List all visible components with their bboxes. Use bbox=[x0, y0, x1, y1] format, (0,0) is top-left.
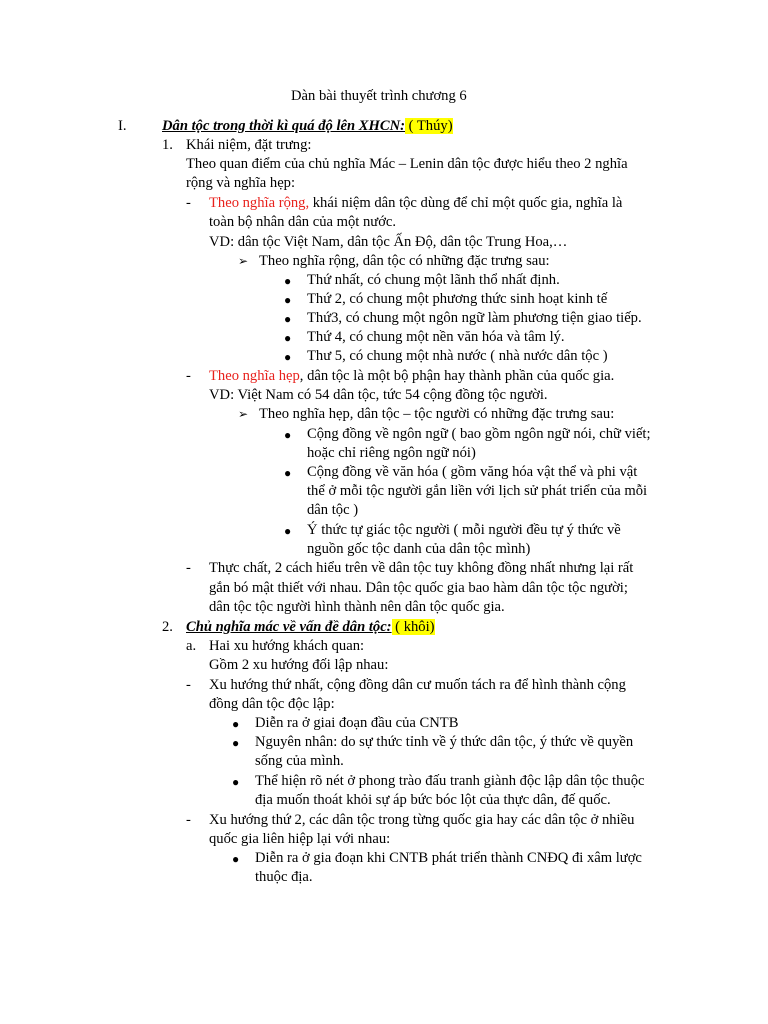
presenter-tag: ( Thúy) bbox=[405, 118, 453, 134]
bullet-text: Nguyên nhân: do sự thức tỉnh về ý thức dân tộc, ý thức về quyền bbox=[255, 734, 634, 750]
bullet-text: Cộng đồng về ngôn ngữ ( bao gồm ngôn ngữ nói, chữ viết; bbox=[307, 426, 651, 442]
bullet-icon: ● bbox=[284, 524, 292, 538]
dash-marker: - bbox=[186, 560, 191, 576]
bullet-icon: ● bbox=[232, 775, 240, 789]
bullet-text: hoặc chỉ riêng ngôn ngữ nói) bbox=[307, 445, 476, 461]
subheading-line: Theo nghĩa hẹp, dân tộc – tộc người có những đặc trưng sau: bbox=[259, 406, 615, 422]
example-line: VD: Việt Nam có 54 dân tộc, tức 54 cộng đồng tộc người. bbox=[209, 387, 548, 403]
bullet-icon: ● bbox=[284, 350, 292, 364]
bullet-text: Thứ nhất, có chung một lãnh thổ nhất định. bbox=[307, 272, 560, 288]
paragraph-line bbox=[209, 194, 622, 213]
bullet-icon: ● bbox=[284, 331, 292, 345]
section-number: I. bbox=[118, 118, 127, 134]
paragraph-line: Thực chất, 2 cách hiểu trên về dân tộc tuy không đồng nhất nhưng lại rất bbox=[209, 560, 634, 576]
letter-marker: a. bbox=[186, 638, 197, 654]
dash-marker: - bbox=[186, 368, 191, 384]
item-heading: Khái niệm, đặt trưng: bbox=[186, 137, 312, 153]
arrow-bullet-icon: ➢ bbox=[238, 407, 249, 421]
bullet-text: địa muốn thoát khỏi sự áp bức bóc lột của thực dân, đế quốc. bbox=[255, 792, 611, 808]
item-heading: Chủ nghĩa mác về vấn đề dân tộc: bbox=[186, 619, 392, 635]
bullet-icon: ● bbox=[232, 717, 240, 731]
bullet-icon: ● bbox=[284, 428, 292, 442]
item-number: 1. bbox=[162, 137, 173, 153]
bullet-text: Thứ 2, có chung một phương thức sinh hoạt kinh tế bbox=[307, 291, 608, 307]
item-heading-line bbox=[186, 618, 435, 637]
presenter-tag: ( khôi) bbox=[391, 619, 435, 635]
bullet-text: Thư 5, có chung một nhà nước ( nhà nước dân tộc ) bbox=[307, 348, 608, 364]
bullet-text: thể ở mỗi tộc người gắn liền với lịch sử phát triển của mỗi bbox=[307, 483, 648, 499]
arrow-bullet-icon: ➢ bbox=[238, 254, 249, 268]
bullet-text: sống của mình. bbox=[255, 753, 344, 769]
bullet-icon: ● bbox=[284, 274, 292, 288]
paragraph-line: Gồm 2 xu hướng đối lập nhau: bbox=[209, 657, 389, 673]
paragraph-line: đồng dân tộc độc lập: bbox=[209, 696, 335, 712]
paragraph-line: dân tộc tộc người hình thành nên dân tộc quốc gia. bbox=[209, 599, 505, 615]
bullet-text: Cộng đồng về văn hóa ( gồm văng hóa vật thể và phi vật bbox=[307, 464, 638, 480]
paragraph-line: quốc gia liên hiệp lại với nhau: bbox=[209, 831, 391, 847]
bullet-icon: ● bbox=[232, 736, 240, 750]
bullet-icon: ● bbox=[284, 293, 292, 307]
bullet-text: Thể hiện rõ nét ở phong trào đấu tranh giành độc lập dân tộc thuộc bbox=[255, 773, 645, 789]
paragraph-line: Xu hướng thứ 2, các dân tộc trong từng quốc gia hay các dân tộc ở nhiều bbox=[209, 812, 635, 828]
section-heading: Dân tộc trong thời kì quá độ lên XHCN: bbox=[162, 118, 405, 134]
bullet-text: Thứ 4, có chung một nền văn hóa và tâm lý. bbox=[307, 329, 565, 345]
highlight-term: Theo nghĩa hẹp bbox=[209, 368, 300, 384]
dash-marker: - bbox=[186, 195, 191, 211]
highlight-term: Theo nghĩa rộng, bbox=[209, 195, 310, 211]
bullet-text: nguồn gốc tộc danh của dân tộc mình) bbox=[307, 541, 531, 557]
bullet-text: Thứ3, có chung một ngôn ngữ làm phương tiện giao tiếp. bbox=[307, 310, 642, 326]
paragraph-line: Theo quan điểm của chủ nghĩa Mác – Lenin dân tộc được hiểu theo 2 nghĩa bbox=[186, 156, 628, 172]
dash-marker: - bbox=[186, 677, 191, 693]
document-title: Dàn bài thuyết trình chương 6 bbox=[291, 88, 467, 104]
bullet-text: dân tộc ) bbox=[307, 502, 359, 518]
dash-marker: - bbox=[186, 812, 191, 828]
paragraph-line: Xu hướng thứ nhất, cộng đồng dân cư muốn tách ra để hình thành cộng bbox=[209, 677, 626, 693]
bullet-text: Ý thức tự giác tộc người ( mỗi người đều tự ý thức về bbox=[307, 522, 621, 538]
example-line: VD: dân tộc Việt Nam, dân tộc Ấn Độ, dân tộc Trung Hoa,… bbox=[209, 234, 568, 250]
paragraph-text: khái niệm dân tộc dùng để chỉ một quốc gia, nghĩa là bbox=[309, 195, 623, 211]
subheading-line: Theo nghĩa rộng, dân tộc có những đặc trưng sau: bbox=[259, 253, 550, 269]
bullet-text: Diễn ra ở gia đoạn khi CNTB phát triển thành CNĐQ đi xâm lược bbox=[255, 850, 642, 866]
subitem-heading: Hai xu hướng khách quan: bbox=[209, 638, 365, 654]
bullet-text: thuộc địa. bbox=[255, 869, 313, 885]
paragraph-line: toàn bộ nhân dân của một nước. bbox=[209, 214, 397, 230]
bullet-text: Diễn ra ở giai đoạn đầu của CNTB bbox=[255, 715, 459, 731]
item-number: 2. bbox=[162, 619, 173, 635]
paragraph-line bbox=[209, 367, 614, 386]
bullet-icon: ● bbox=[232, 852, 240, 866]
paragraph-text: , dân tộc là một bộ phận hay thành phần của quốc gia. bbox=[299, 368, 615, 384]
paragraph-line: gắn bó mật thiết với nhau. Dân tộc quốc gia bao hàm dân tộc tộc người; bbox=[209, 580, 628, 596]
bullet-icon: ● bbox=[284, 466, 292, 480]
section-heading-line bbox=[162, 117, 453, 136]
bullet-icon: ● bbox=[284, 312, 292, 326]
paragraph-line: rộng và nghĩa hẹp: bbox=[186, 175, 296, 191]
